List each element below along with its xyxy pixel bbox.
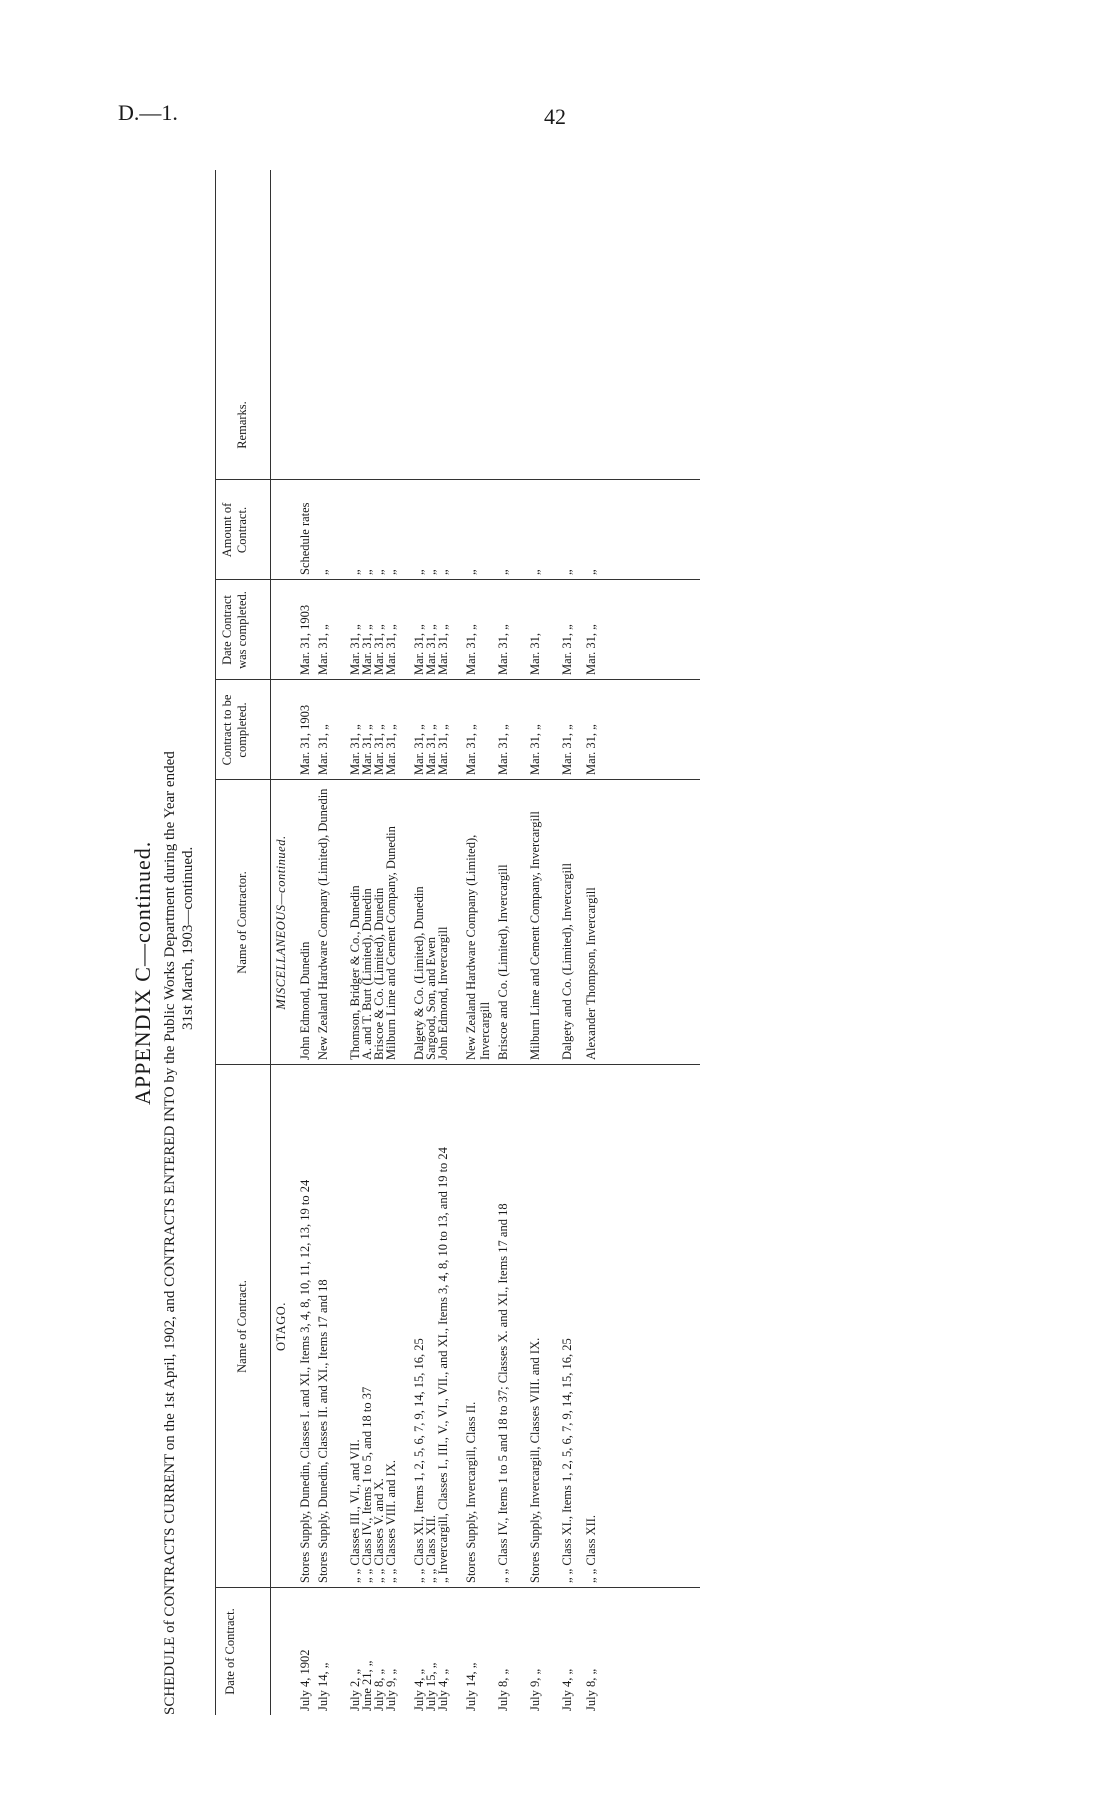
row-to-be-completed: Mar. 31, „ <box>384 724 398 775</box>
row-contract: „ „ Classes V. and X. <box>372 1478 386 1583</box>
row-was-completed: Mar. 31, „ <box>372 624 386 675</box>
row-contractor: Thomson, Bridger & Co., Dunedin <box>348 885 362 1060</box>
row-amount: „ <box>424 569 438 575</box>
row-amount: „ <box>372 569 386 575</box>
row-was-completed: Mar. 31, „ <box>464 624 478 675</box>
row-amount: „ <box>348 569 362 575</box>
row-to-be-completed: Mar. 31, „ <box>316 724 330 775</box>
column-divider <box>215 479 700 480</box>
row-to-be-completed: Mar. 31, 1903 <box>298 704 312 775</box>
row-to-be-completed: Mar. 31, „ <box>560 724 574 775</box>
row-contract: „ „ Class XII. <box>424 1514 438 1583</box>
row-was-completed: Mar. 31, „ <box>316 624 330 675</box>
column-header-contract: Name of Contract. <box>235 1280 249 1373</box>
row-to-be-completed: Mar. 31, „ <box>528 724 542 775</box>
row-was-completed: Mar. 31, „ <box>436 624 450 675</box>
row-to-be-completed: Mar. 31, „ <box>372 724 386 775</box>
row-amount: „ <box>412 569 426 575</box>
row-contractor: Dalgety and Co. (Limited), Invercargill <box>560 863 574 1060</box>
row-to-be-completed: Mar. 31, „ <box>360 724 374 775</box>
row-amount: Schedule rates <box>298 502 312 575</box>
row-contractor: Sargood, Son, and Ewen <box>424 936 438 1060</box>
header-bottom-rule <box>270 170 271 1715</box>
row-contract: „ „ Classes III., VI., and VII. <box>348 1439 362 1583</box>
row-date: July 14, „ <box>316 1662 330 1711</box>
row-contract: Stores Supply, Invercargill, Class II. <box>464 1401 478 1583</box>
row-date: July 4, 1902 <box>298 1649 312 1711</box>
row-contractor: New Zealand Hardware Company (Limited), Dunedin <box>316 788 330 1060</box>
column-header-contractor: Name of Contractor. <box>235 871 249 974</box>
row-contract: „ „ Class IV., Items 1 to 5, and 18 to 37 <box>360 1386 374 1583</box>
row-date: July 4, „ <box>436 1668 450 1711</box>
row-date: July 4, „ <box>560 1668 574 1711</box>
row-date: July 8, „ <box>584 1668 598 1711</box>
row-was-completed: Mar. 31, „ <box>348 624 362 675</box>
schedule-heading-line2: 31st March, 1903—continued. <box>180 846 196 1030</box>
row-contract: „ „ Class XII. <box>584 1514 598 1583</box>
row-contractor: Briscoe & Co. (Limited), Dunedin <box>372 887 386 1060</box>
column-header-to-be-completed: Contract to be completed. <box>220 694 249 766</box>
page-reference: D.—1. <box>118 100 178 125</box>
row-contract: Stores Supply, Invercargill, Classes VIII. and IX. <box>528 1337 542 1583</box>
row-amount: „ <box>464 569 478 575</box>
row-was-completed: Mar. 31, 1903 <box>298 604 312 675</box>
row-date: July 9, „ <box>528 1668 542 1711</box>
row-to-be-completed: Mar. 31, „ <box>464 724 478 775</box>
row-was-completed: Mar. 31, <box>528 632 542 675</box>
row-was-completed: Mar. 31, „ <box>584 624 598 675</box>
row-was-completed: Mar. 31, „ <box>412 624 426 675</box>
row-amount: „ <box>316 569 330 575</box>
row-date: July 9, „ <box>384 1668 398 1711</box>
column-header-date: Date of Contract. <box>223 1608 237 1695</box>
row-contract: Stores Supply, Dunedin, Classes I. and XI., Items 3, 4, 8, 10, 11, 12, 13, 19 to 24 <box>298 1179 312 1583</box>
row-date: July 8, „ <box>372 1668 386 1711</box>
row-was-completed: Mar. 31, „ <box>360 624 374 675</box>
row-date: July 14, „ <box>464 1662 478 1711</box>
page-number: 42 <box>544 104 566 129</box>
row-amount: „ <box>436 569 450 575</box>
row-contractor: New Zealand Hardware Company (Limited), Invercargill <box>464 834 493 1060</box>
row-amount: „ <box>360 569 374 575</box>
row-to-be-completed: Mar. 31, „ <box>424 724 438 775</box>
row-amount: „ <box>560 569 574 575</box>
row-was-completed: Mar. 31, „ <box>424 624 438 675</box>
row-contract: „ „ Class XI., Items 1, 2, 5, 6, 7, 9, 14, 15, 16, 25 <box>412 1338 426 1583</box>
rotated-schedule-table <box>120 170 700 1715</box>
row-date: July 4, „ <box>412 1668 426 1711</box>
table-top-rule <box>215 170 216 1715</box>
row-was-completed: Mar. 31, „ <box>496 624 510 675</box>
row-amount: „ <box>384 569 398 575</box>
column-divider <box>215 579 700 580</box>
row-date: June 21, „ <box>360 1660 374 1711</box>
row-contractor: John Edmond, Invercargill <box>436 926 450 1060</box>
row-contract: „ „ Class XI., Items 1, 2, 5, 6, 7, 9, 14, 15, 16, 25 <box>560 1338 574 1583</box>
column-divider <box>215 679 700 680</box>
row-contract: „ „ Classes VIII. and IX. <box>384 1460 398 1583</box>
row-date: July 8, „ <box>496 1668 510 1711</box>
row-contractor: Alexander Thompson, Invercargill <box>584 887 598 1060</box>
row-contractor: Briscoe and Co. (Limited), Invercargill <box>496 864 510 1060</box>
row-to-be-completed: Mar. 31, „ <box>436 724 450 775</box>
row-to-be-completed: Mar. 31, „ <box>412 724 426 775</box>
row-to-be-completed: Mar. 31, „ <box>584 724 598 775</box>
row-contract: „ Invercargill, Classes I., III., V., VI., VII., and XI., Items 3, 4, 8, 10 to 13, and 19 to 24 <box>436 1147 450 1583</box>
row-contractor: Milburn Lime and Cement Company, Invercargill <box>528 811 542 1060</box>
district-heading: OTAGO. <box>274 1302 288 1351</box>
schedule-heading-line1: SCHEDULE of CONTRACTS CURRENT on the 1st April, 1902, and CONTRACTS ENTERED INTO by the Public Works Department during the Year ended <box>162 751 178 1715</box>
row-contractor: A. and T. Burt (Limited), Dunedin <box>360 888 374 1060</box>
row-contractor: Milburn Lime and Cement Company, Dunedin <box>384 826 398 1060</box>
row-to-be-completed: Mar. 31, „ <box>348 724 362 775</box>
row-amount: „ <box>584 569 598 575</box>
row-amount: „ <box>496 569 510 575</box>
column-header-remarks: Remarks. <box>235 401 249 449</box>
row-to-be-completed: Mar. 31, „ <box>496 724 510 775</box>
row-was-completed: Mar. 31, „ <box>560 624 574 675</box>
row-contract: „ „ Class IV., Items 1 to 5 and 18 to 37; Classes X. and XI., Items 17 and 18 <box>496 1203 510 1583</box>
row-date: July 2, „ <box>348 1668 362 1711</box>
column-header-was-completed: Date Contract was completed. <box>220 591 249 669</box>
row-contract: Stores Supply, Dunedin, Classes II. and XI., Items 17 and 18 <box>316 1279 330 1583</box>
column-header-amount: Amount of Contract. <box>220 502 249 558</box>
row-contractor: John Edmond, Dunedin <box>298 941 312 1060</box>
row-contractor: Dalgety & Co. (Limited), Dunedin <box>412 886 426 1060</box>
category-heading: MISCELLANEOUS—continued. <box>274 835 288 1010</box>
appendix-title: APPENDIX C—continued. <box>130 840 155 1105</box>
row-was-completed: Mar. 31, „ <box>384 624 398 675</box>
row-amount: „ <box>528 569 542 575</box>
row-date: July 15, „ <box>424 1662 438 1711</box>
